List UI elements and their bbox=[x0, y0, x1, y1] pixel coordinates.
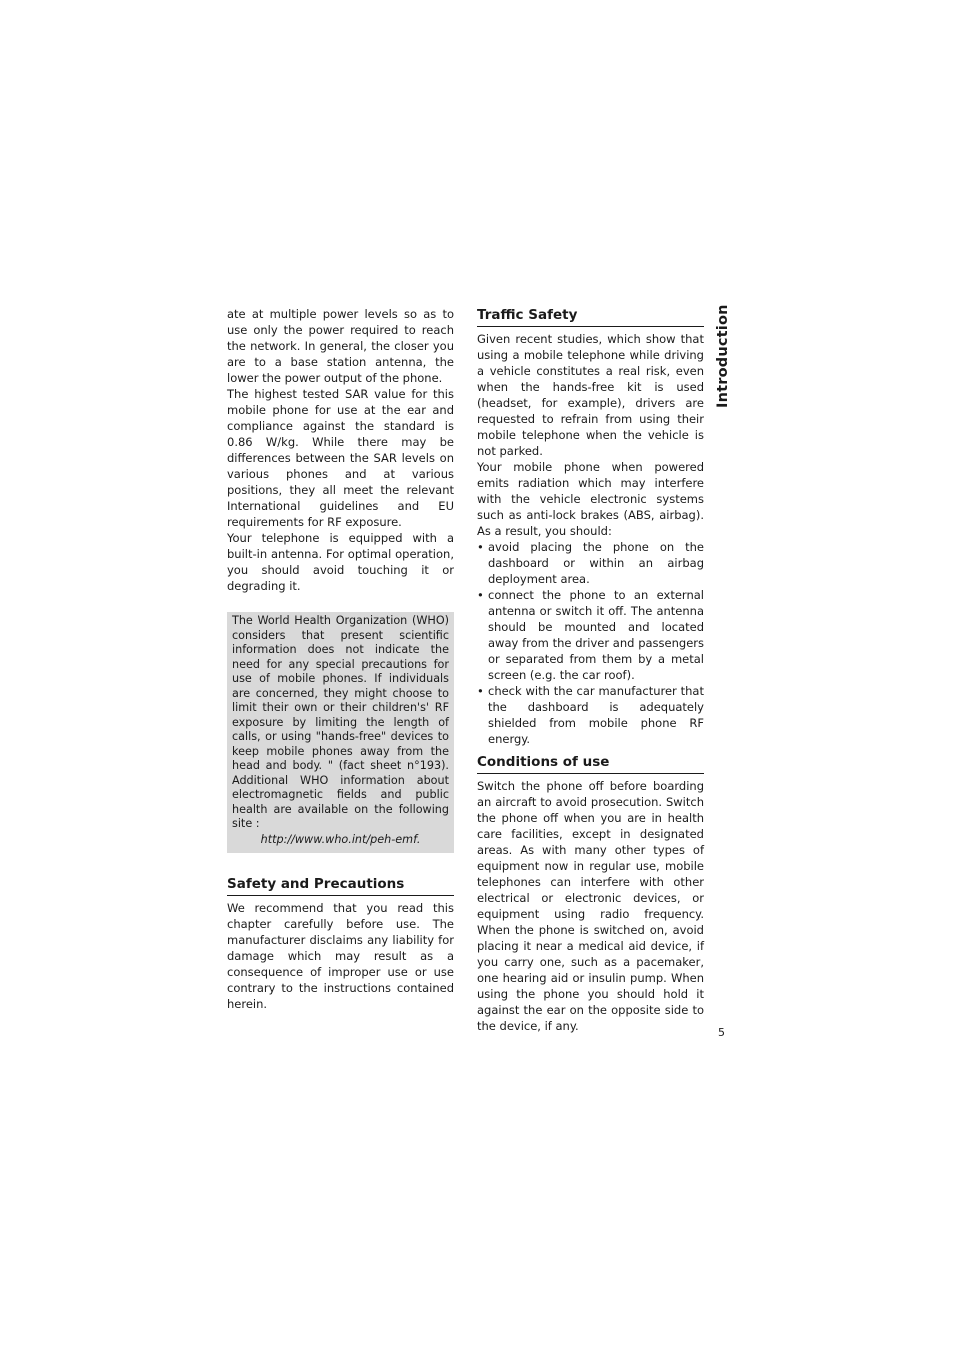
page-number: 5 bbox=[718, 1026, 725, 1039]
antenna-paragraph: Your telephone is equipped with a built-in antenna. For optimal operation, you should avoid touching it or degrading it. bbox=[227, 531, 454, 593]
list-item: • avoid placing the phone on the dashboard or within an airbag deployment area. bbox=[477, 540, 704, 586]
bullet-icon: • bbox=[477, 588, 484, 602]
safety-heading: Safety and Precautions bbox=[227, 875, 454, 896]
list-item: • check with the car manufacturer that the dashboard is adequately shielded from mobile phone RF energy. bbox=[477, 684, 704, 746]
right-column bbox=[477, 306, 704, 1034]
who-info-box bbox=[227, 612, 454, 853]
list-item: • connect the phone to an external antenna or switch it off. The antenna should be mounted and located away from the driver and passengers or separated from them by a metal screen (e.g. the car roof). bbox=[477, 588, 704, 682]
bullet-icon: • bbox=[477, 684, 484, 698]
left-column bbox=[227, 306, 454, 1012]
traffic-paragraph-2: Your mobile phone when powered emits radiation which may interfere with the vehicle electronic systems such as anti-lock brakes (ABS, airbag). As a result, you should: bbox=[477, 460, 704, 538]
traffic-bullet-list bbox=[477, 539, 704, 747]
section-tab: Introduction bbox=[715, 304, 731, 408]
conditions-text: Switch the phone off before boarding an aircraft to avoid prosecution. Switch the phone off when you are in health care facilities, except in designated areas. As with many other types of equipment now in regular use, mobile telephones can interfere with other electrical or electronic devices, or equipment using radio frequency. When the phone is switched on, avoid placing it near a medical aid device, if you carry one, such as a pacemaker, one hearing aid or insulin pump. When using the phone you should hold it against the ear on the opposite side to the device, if any. bbox=[477, 779, 704, 1033]
bullet-icon: • bbox=[477, 540, 484, 554]
who-text: The World Health Organization (WHO) considers that present scientific information does not indicate the need for any special precautions for use of mobile phones. If individuals are concerned, they might choose to limit their own or their children's' RF exposure by limiting the length of calls, or using "hands-free" devices to keep mobile phones away from the head and body. " (fact sheet n°193). Additional WHO information about electromagnetic fields and public health are available on the following site : bbox=[232, 614, 449, 830]
traffic-heading: Traffic Safety bbox=[477, 306, 704, 327]
sar-paragraph-1: ate at multiple power levels so as to use only the power required to reach the network. In general, the closer you are to a base station antenna, the lower the power output of the phone. bbox=[227, 307, 454, 385]
who-url: http://www.who.int/peh-emf. bbox=[260, 832, 421, 846]
sar-paragraph-2: The highest tested SAR value for this mobile phone for use at the ear and compliance against the standard is 0.86 W/kg. While there may be differences between the SAR levels on various phones and at various positions, they all meet the relevant International guidelines and EU requirements for RF exposure. bbox=[227, 387, 454, 529]
safety-text: We recommend that you read this chapter carefully before use. The manufacturer disclaims any liability for damage which may result as a consequence of improper use or use contrary to the instructions contained herein. bbox=[227, 901, 454, 1011]
traffic-paragraph-1: Given recent studies, which show that using a mobile telephone while driving a vehicle constitutes a real risk, even when the hands-free kit is used (headset, for example), drivers are requested to refrain from using their mobile telephone when the vehicle is not parked. bbox=[477, 332, 704, 458]
conditions-heading: Conditions of use bbox=[477, 753, 704, 774]
